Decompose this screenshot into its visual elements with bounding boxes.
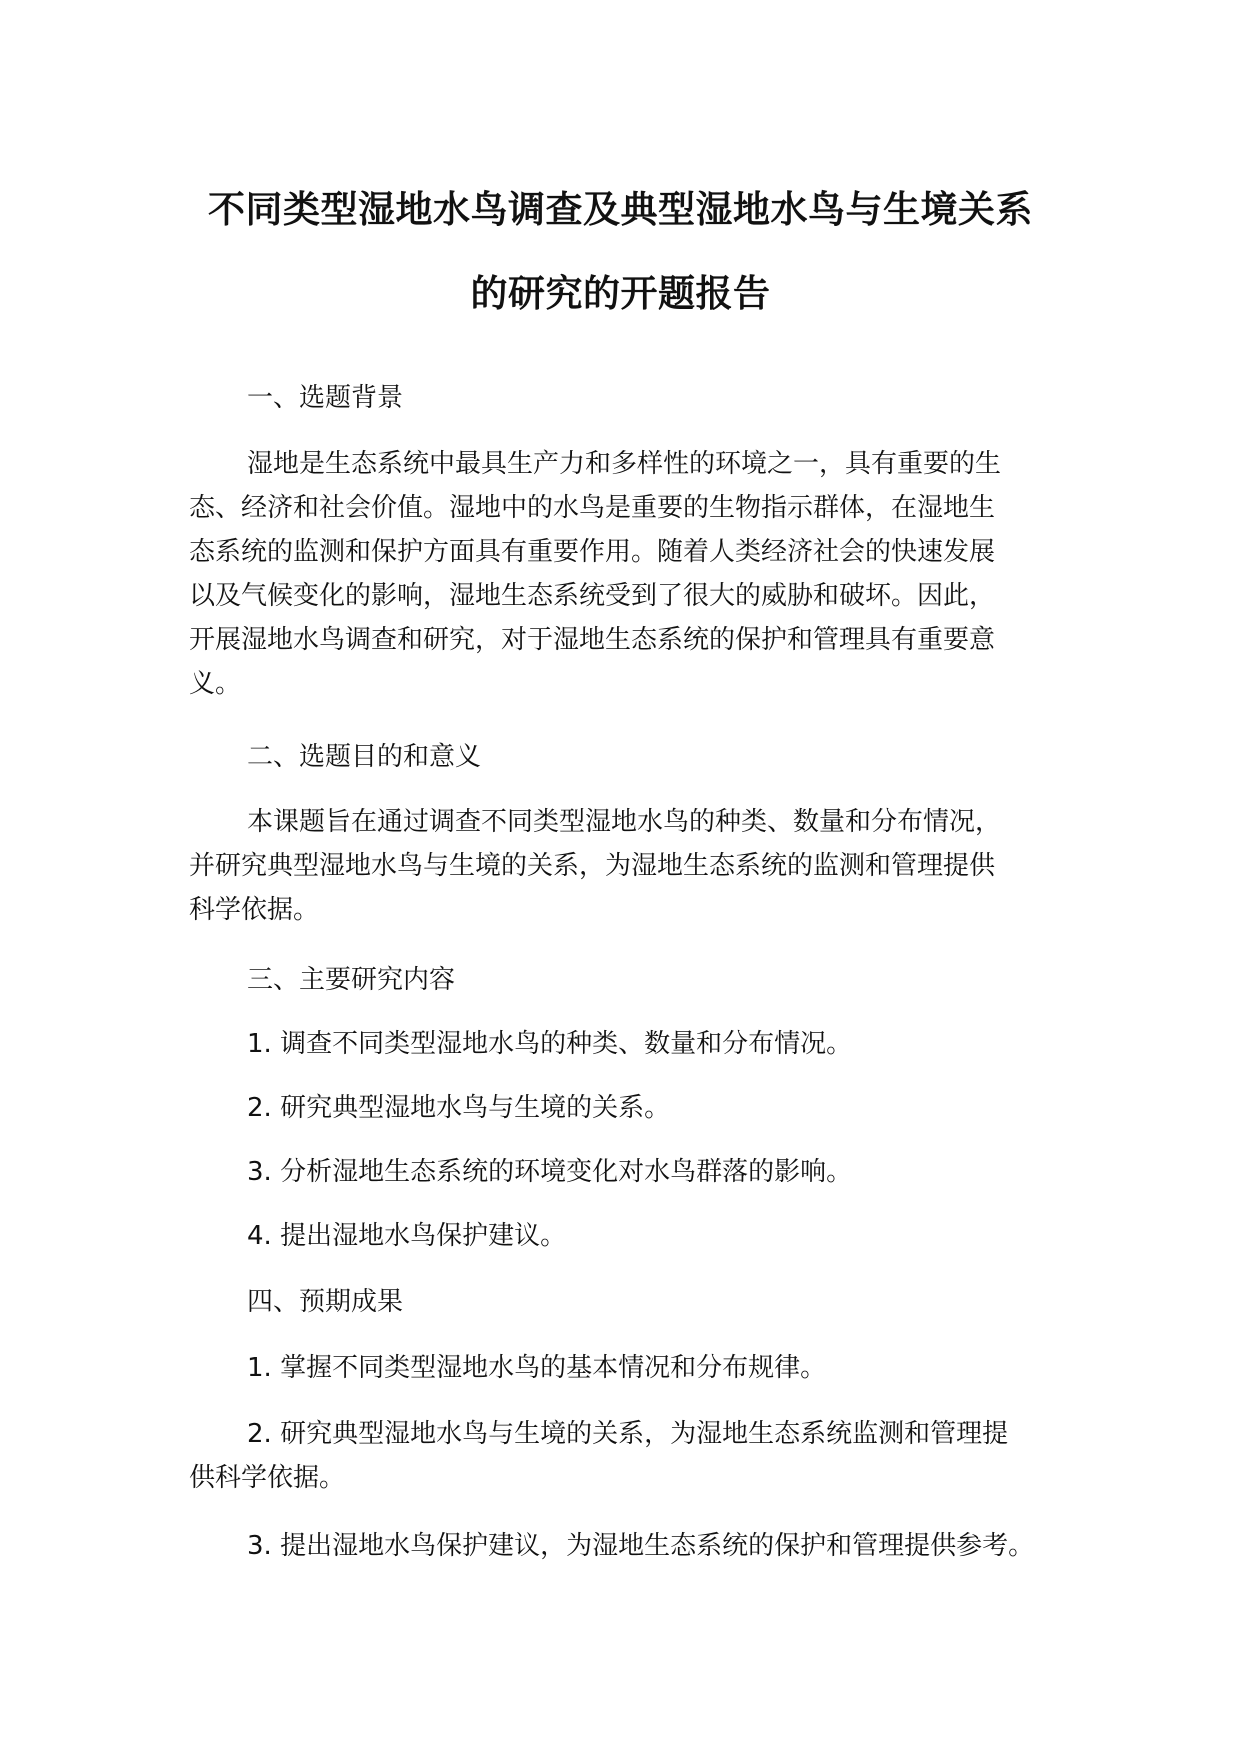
paragraph-line: 供科学依据。 bbox=[189, 1463, 346, 1493]
document-title-line-1: 不同类型湿地水鸟调查及典型湿地水鸟与生境关系 bbox=[208, 188, 1033, 231]
list-item: 1. 调查不同类型湿地水鸟的种类、数量和分布情况。 bbox=[247, 1029, 853, 1059]
paragraph-purpose bbox=[189, 800, 1044, 932]
list-item: 3. 提出湿地水鸟保护建议，为湿地生态系统的保护和管理提供参考。 bbox=[247, 1531, 1035, 1561]
paragraph-line: 义。 bbox=[189, 669, 242, 699]
list-item bbox=[189, 1412, 1044, 1500]
paragraph-line: 态系统的监测和保护方面具有重要作用。随着人类经济社会的快速发展 bbox=[189, 537, 996, 567]
list-item: 1. 掌握不同类型湿地水鸟的基本情况和分布规律。 bbox=[247, 1353, 827, 1383]
section-heading-expected-results: 四、预期成果 bbox=[247, 1287, 404, 1317]
paragraph-line: 科学依据。 bbox=[189, 895, 320, 925]
list-item: 3. 分析湿地生态系统的环境变化对水鸟群落的影响。 bbox=[247, 1157, 853, 1187]
paragraph-line: 湿地是生态系统中最具生产力和多样性的环境之一，具有重要的生 bbox=[247, 449, 1002, 479]
section-heading-research-content: 三、主要研究内容 bbox=[247, 965, 456, 995]
list-item: 2. 研究典型湿地水鸟与生境的关系。 bbox=[247, 1093, 671, 1123]
paragraph-line: 本课题旨在通过调查不同类型湿地水鸟的种类、数量和分布情况， bbox=[247, 807, 1002, 837]
paragraph-background bbox=[189, 442, 1044, 706]
paragraph-line: 并研究典型湿地水鸟与生境的关系，为湿地生态系统的监测和管理提供 bbox=[189, 851, 996, 881]
section-heading-background: 一、选题背景 bbox=[247, 383, 404, 413]
paragraph-line: 态、经济和社会价值。湿地中的水鸟是重要的生物指示群体，在湿地生 bbox=[189, 493, 996, 523]
paragraph-line: 2. 研究典型湿地水鸟与生境的关系，为湿地生态系统监测和管理提 bbox=[247, 1419, 1009, 1449]
document-title-line-2: 的研究的开题报告 bbox=[470, 272, 771, 315]
list-item: 4. 提出湿地水鸟保护建议。 bbox=[247, 1221, 567, 1251]
paragraph-line: 以及气候变化的影响，湿地生态系统受到了很大的威胁和破坏。因此， bbox=[189, 581, 996, 611]
section-heading-purpose: 二、选题目的和意义 bbox=[247, 742, 482, 772]
paragraph-line: 开展湿地水鸟调查和研究，对于湿地生态系统的保护和管理具有重要意 bbox=[189, 625, 996, 655]
